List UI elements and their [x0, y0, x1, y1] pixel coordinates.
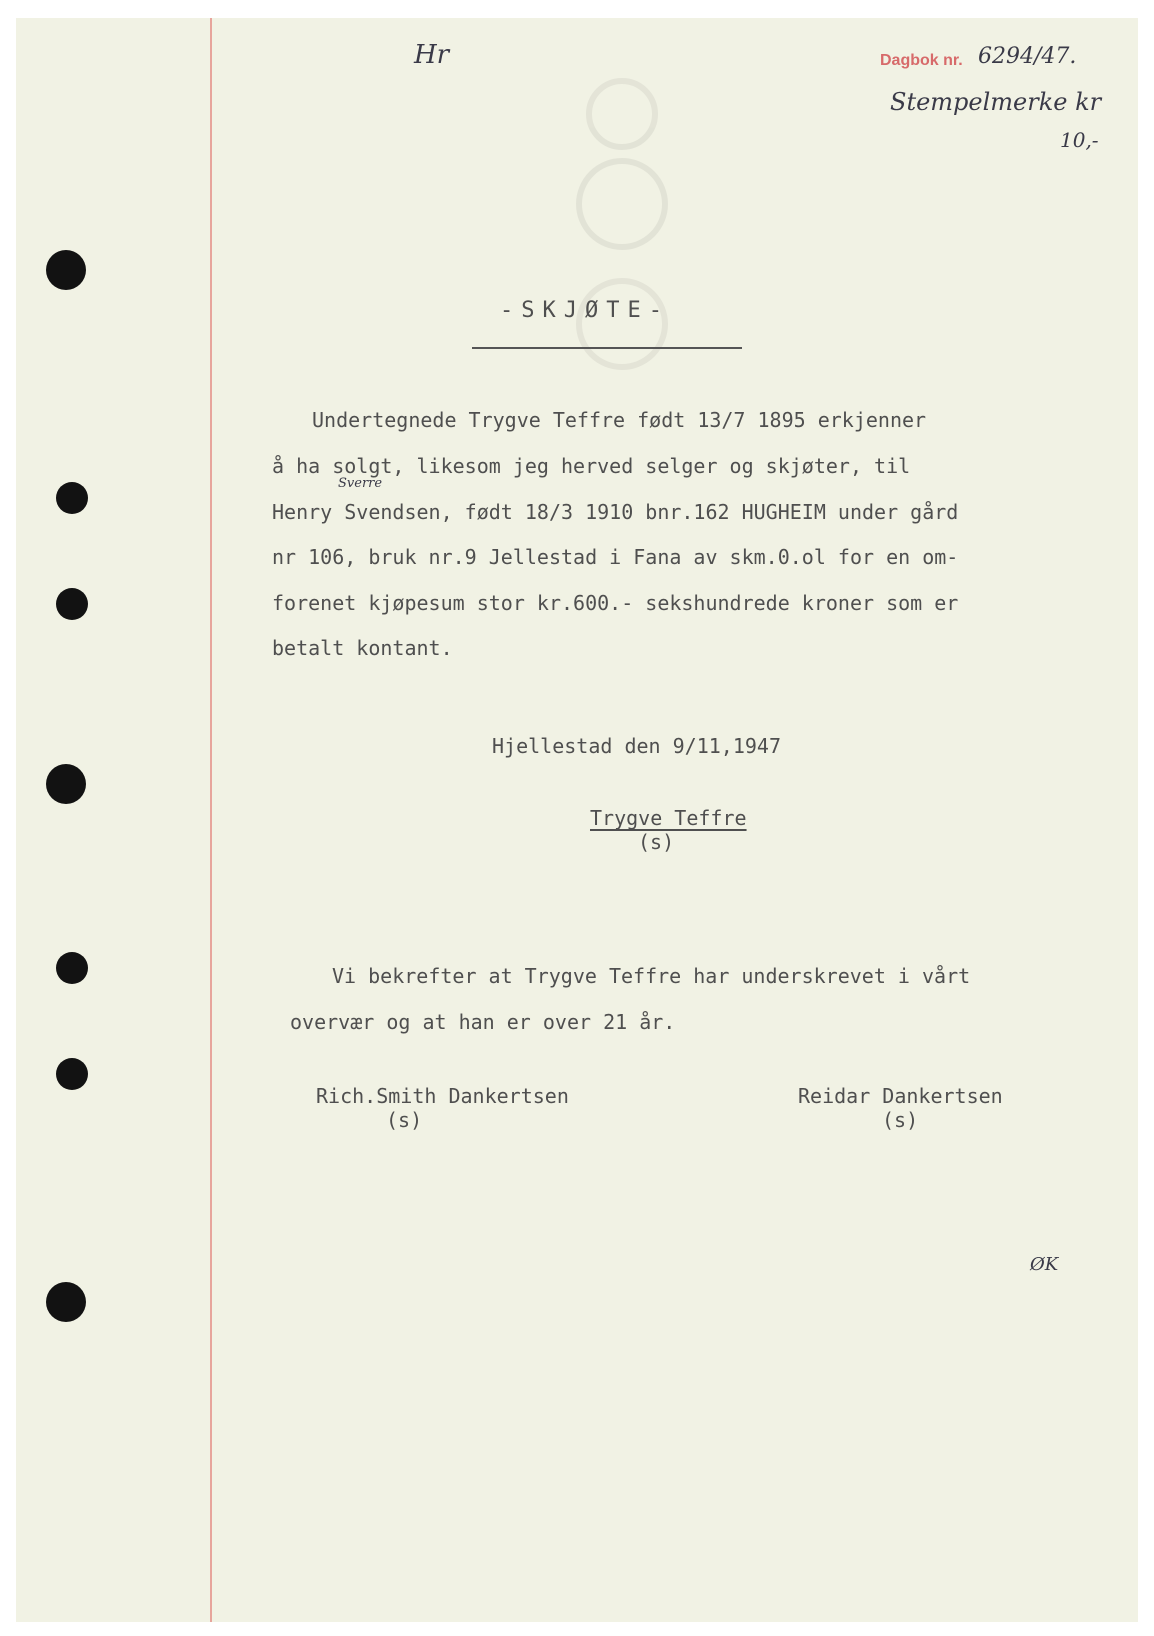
- body-line: å ha solgt, likesom jeg herved selger og skjøter, til: [272, 454, 911, 478]
- seller-signature: Trygve Teffre: [590, 806, 747, 830]
- document-title: -SKJØTE-: [500, 298, 670, 323]
- handwritten-initials-bottom: ØK: [1030, 1254, 1059, 1275]
- body-line: betalt kontant.: [272, 636, 453, 660]
- witness-line: Vi bekrefter at Trygve Teffre har underskrevet i vårt: [332, 964, 971, 988]
- binder-hole: [56, 1058, 88, 1090]
- body-line: forenet kjøpesum stor kr.600.- sekshundrede kroner som er: [272, 591, 959, 615]
- document-page: [16, 18, 1138, 1622]
- journal-stamp: Dagbok nr.: [880, 52, 963, 69]
- body-line: Undertegnede Trygve Teffre født 13/7 1895 erkjenner: [312, 408, 927, 432]
- handwritten-journal-number: 6294/47.: [978, 44, 1077, 69]
- binder-hole: [46, 250, 86, 290]
- margin-line: [210, 18, 212, 1622]
- witness2-signed-mark: (s): [882, 1108, 919, 1132]
- binder-hole: [56, 588, 88, 620]
- witness-line: overvær og at han er over 21 år.: [290, 1010, 676, 1034]
- witness1-signed-mark: (s): [386, 1108, 423, 1132]
- body-line: Henry Svendsen, født 18/3 1910 bnr.162 HUGHEIM under gård: [272, 500, 959, 524]
- body-line: nr 106, bruk nr.9 Jellestad i Fana av skm.0.ol for en om-: [272, 545, 959, 569]
- title-underline: [472, 347, 742, 349]
- handwritten-insert: Sverre: [338, 476, 383, 491]
- seller-signed-mark: (s): [638, 830, 675, 854]
- handwritten-stamp-fee: Stempelmerke kr: [890, 88, 1102, 116]
- binder-hole: [46, 1282, 86, 1322]
- binder-hole: [56, 482, 88, 514]
- binder-hole: [46, 764, 86, 804]
- handwritten-stamp-fee-amount: 10,-: [1060, 128, 1099, 152]
- place-date: Hjellestad den 9/11,1947: [492, 734, 781, 758]
- handwritten-initials-top: Hr: [414, 40, 450, 70]
- witness2-name: Reidar Dankertsen: [798, 1084, 1003, 1108]
- witness1-name: Rich.Smith Dankertsen: [316, 1084, 569, 1108]
- binder-hole: [56, 952, 88, 984]
